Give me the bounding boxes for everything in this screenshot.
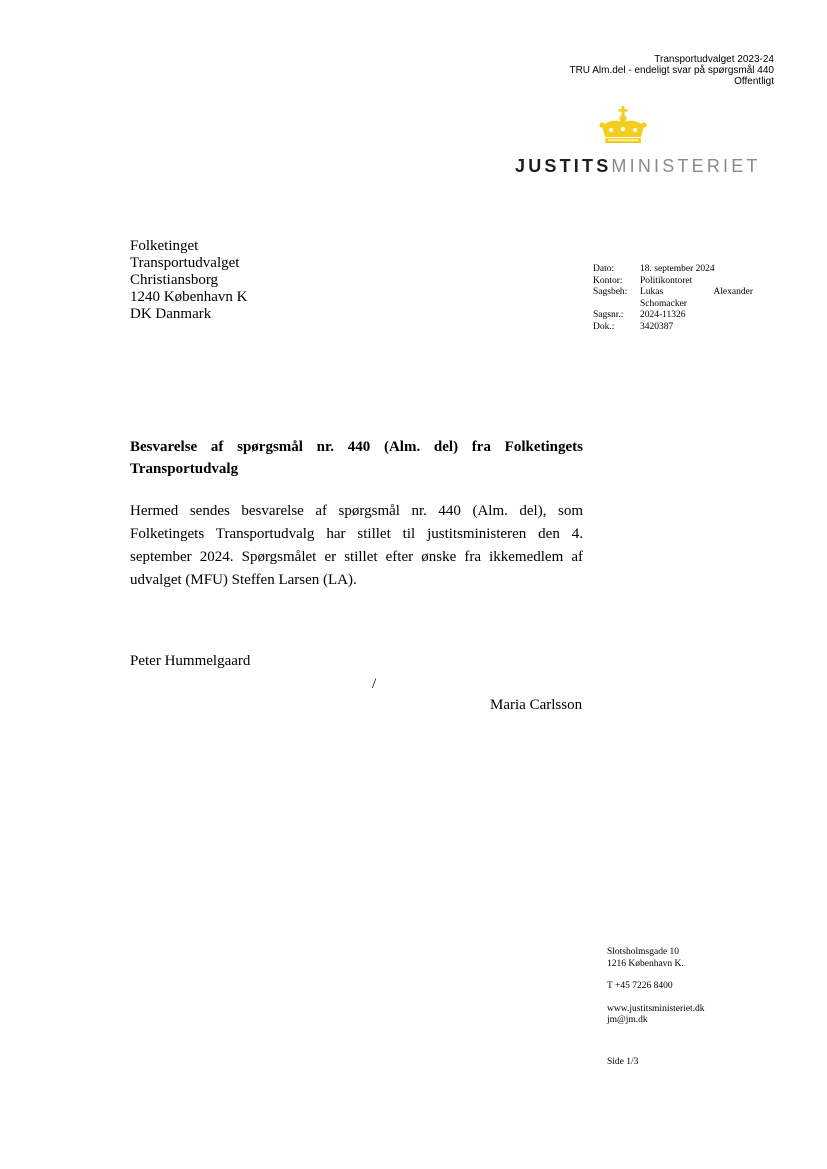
meta-label: Sagsbeh:: [593, 287, 628, 298]
stamp-committee-year: Transportudvalget 2023-24: [654, 54, 774, 65]
letter-subject: Besvarelse af spørgsmål nr. 440 (Alm. del) fra Folketingets Transportudvalg: [130, 439, 583, 477]
meta-value: 3420387: [640, 321, 674, 332]
meta-value: 2024-11326: [640, 310, 686, 321]
recipient-line: DK Danmark: [130, 306, 212, 322]
handler-middle-name: Alexander: [713, 287, 753, 298]
meta-row-case-number: [593, 310, 753, 322]
meta-row-office: [593, 276, 753, 288]
case-metadata: [593, 264, 753, 334]
royal-crown-icon: [599, 106, 647, 148]
meta-row-date: [593, 264, 753, 276]
meta-label: Dok.:: [593, 321, 615, 332]
meta-label: Dato:: [593, 264, 615, 274]
email-link[interactable]: jm@jm.dk: [607, 1015, 648, 1026]
phone-number: T +45 7226 8400: [607, 981, 673, 992]
page-number: Side 1/3: [607, 1057, 639, 1067]
recipient-line: Transportudvalget: [130, 255, 240, 271]
stamp-reference: TRU Alm.del - endeligt svar på spørgsmål 440: [569, 65, 774, 76]
stamp-status: Offentligt: [734, 76, 774, 87]
wordmark-bold: JUSTITS: [515, 156, 612, 176]
signer-official: Maria Carlsson: [490, 697, 583, 713]
signer-minister: Peter Hummelgaard: [130, 653, 251, 669]
handler-first-name: Lukas: [640, 287, 664, 298]
website-link[interactable]: www.justitsministeriet.dk: [607, 1003, 705, 1014]
ministry-logo: [515, 106, 761, 176]
address-city: 1216 København K.: [607, 958, 684, 969]
ministry-contact: [607, 947, 705, 1027]
spacer: [607, 970, 705, 981]
spacer: [607, 993, 705, 1004]
ministry-wordmark: [515, 156, 761, 176]
recipient-line: Christiansborg: [130, 272, 219, 288]
recipient-line: 1240 København K: [130, 289, 248, 305]
address-street: Slotsholmsgade 10: [607, 947, 680, 957]
handler-last-name: Schomacker: [640, 298, 687, 309]
letter-body: Hermed sendes besvarelse af spørgsmål nr. 440 (Alm. del), som Folketingets Transportudvalg har stillet til justitsministeren den 4. september 2024. Spørgsmålet er stillet efter ønske fra ikkemedlem af udvalget (MFU) Steffen Larsen (LA).: [130, 503, 583, 588]
meta-value: 18. september 2024: [640, 264, 715, 274]
wordmark-light: MINISTERIET: [611, 156, 761, 176]
meta-value: [640, 287, 753, 310]
meta-value: Politikontoret: [640, 275, 693, 286]
document-stamp: [569, 54, 774, 87]
meta-row-handler: [593, 287, 753, 310]
meta-label: Kontor:: [593, 275, 623, 286]
recipient-line: Folketinget: [130, 238, 199, 254]
recipient-address: [130, 238, 247, 323]
signature-separator: /: [372, 676, 377, 692]
meta-row-document: [593, 322, 753, 334]
meta-label: Sagsnr.:: [593, 310, 624, 321]
